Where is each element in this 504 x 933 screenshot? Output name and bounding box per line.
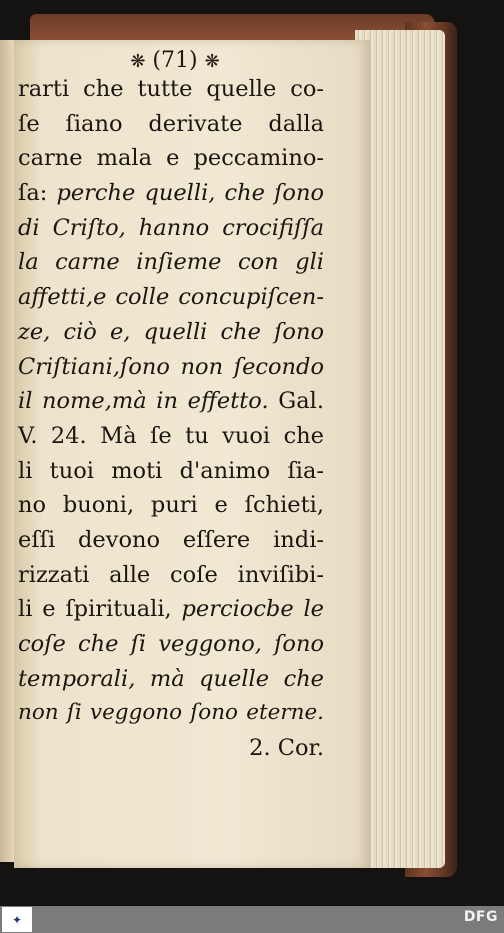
ornament-left-icon: ❋ — [130, 50, 146, 72]
italic-segment: Criſtiani,ſono non ſecondo — [18, 353, 324, 380]
italic-segment: di Criſto, hanno crocifiſſa — [18, 214, 324, 241]
text-line — [18, 662, 324, 697]
ornament-right-icon: ❋ — [204, 50, 220, 72]
text-line — [18, 627, 324, 662]
text-line — [18, 454, 324, 489]
text-line — [18, 107, 324, 142]
italic-segment: il nome,mà in effetto. — [18, 388, 269, 415]
text-line — [18, 141, 324, 176]
page-header — [100, 48, 250, 73]
roman-segment: rizzati alle coſe inviſibi- — [18, 561, 324, 588]
italic-segment: la carne inſieme con gli — [18, 249, 324, 276]
roman-segment: eſſi devono eſſere indi- — [18, 526, 324, 553]
text-line — [18, 350, 324, 385]
roman-segment: ſe ſiano derivate dalla — [18, 110, 324, 137]
italic-segment: temporali, mà quelle che — [18, 665, 324, 692]
institution-logo[interactable] — [2, 907, 32, 932]
text-line — [18, 176, 324, 211]
logo-icon: ✦ — [11, 912, 23, 927]
page-number: (71) — [152, 48, 198, 73]
text-line — [18, 245, 324, 280]
dfg-logo[interactable]: DFG — [463, 909, 498, 925]
italic-segment: coſe che ſi veggono, ſono — [18, 631, 324, 657]
text-line — [18, 384, 324, 419]
italic-segment: non ſi veggono ſono eterne. — [18, 700, 324, 726]
roman-segment: 2. Cor. — [249, 735, 324, 762]
roman-segment: V. 24. Mà ſe tu vuoi che — [18, 422, 324, 449]
roman-segment: Gal. — [268, 388, 325, 415]
text-line — [18, 72, 324, 107]
text-line — [18, 315, 324, 350]
text-line — [18, 523, 324, 558]
page-text — [18, 72, 324, 766]
roman-segment: no buoni, puri e ſchieti, — [18, 492, 324, 519]
italic-segment: ze, ciò e, quelli che ſono — [18, 318, 324, 345]
text-line — [18, 696, 324, 731]
text-line — [18, 592, 324, 627]
text-line — [18, 731, 324, 766]
italic-segment: perche quelli, che ſono — [56, 180, 324, 207]
roman-segment: li e ſpirituali, — [18, 596, 182, 623]
italic-segment: perciocbe le — [181, 596, 324, 623]
roman-segment: carne mala e peccamino- — [18, 145, 324, 172]
viewer-footer — [0, 906, 504, 933]
text-line — [18, 419, 324, 454]
roman-segment: rarti che tutte quelle co- — [18, 76, 324, 102]
italic-segment: affetti,e colle concupiſcen- — [18, 284, 324, 311]
roman-segment: li tuoi moti d'animo ſia- — [18, 457, 324, 484]
text-line — [18, 558, 324, 593]
text-line — [18, 488, 324, 523]
text-line — [18, 280, 324, 315]
text-line — [18, 211, 324, 246]
roman-segment: ſa: — [18, 180, 57, 207]
